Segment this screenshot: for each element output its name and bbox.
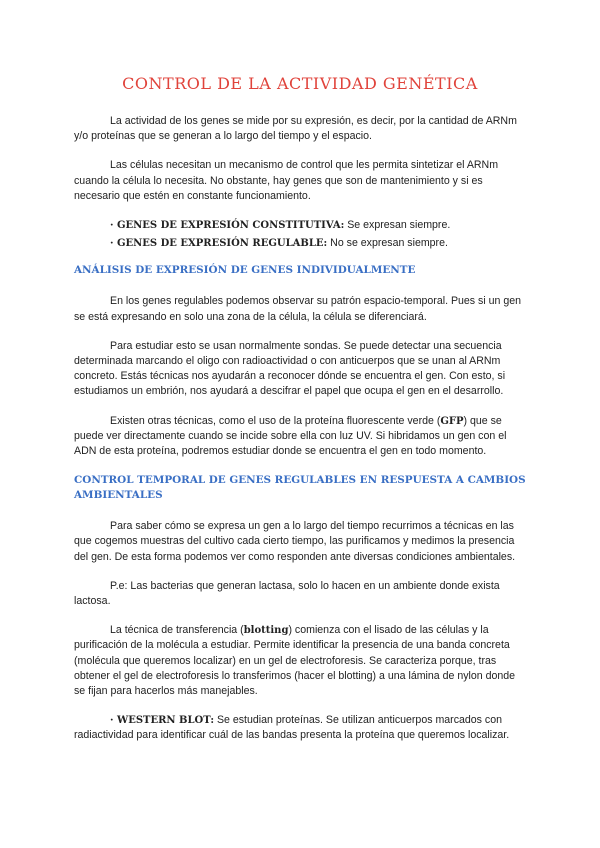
list-item-text: No se expresan siempre. [327, 237, 448, 250]
paragraph: Para estudiar esto se usan normalmente sondas. Se puede detectar una secuencia determinada marcando el oligo con radioactividad o con anticuerpos que se unan al ARNm concreto. Estás técnicas nos ayudarán a reconocer dónde se encuentra el gen. Con esto, si estudiamos un embrión, nos ayudará a descifrar el papel que ocupa el gen en el desarrollo. [74, 339, 506, 398]
list-item [74, 236, 529, 251]
section-heading: ANÁLISIS DE EXPRESIÓN DE GENES INDIVIDUALMENTE [74, 264, 416, 277]
list-item [74, 218, 529, 233]
paragraph: P.e: Las bacterias que generan lactasa, solo lo hacen en un ambiente donde exista lactosa. [74, 579, 500, 608]
gene-types-list [74, 218, 529, 251]
text-run: ) que se puede ver directamente cuando se incide sobre ella con luz UV. Si hibridamos un gen con el ADN de esta proteína, podremos estudiar donde se encuentra el gen en todo momento. [74, 414, 507, 458]
list-item-text: Se expresan siempre. [344, 219, 451, 232]
text-run: Existen otras técnicas, como el uso de la proteína fluorescente verde ( [110, 414, 441, 427]
paragraph: La actividad de los genes se mide por su expresión, es decir, por la cantidad de ARNm y/o proteínas que se generan a lo largo del tiempo y el espacio. [74, 115, 517, 143]
text-run-bold: blotting [243, 625, 289, 637]
paragraph: Las células necesitan un mecanismo de control que les permita sintetizar el ARNm cuando la célula lo necesita. No obstante, hay genes que son de mantenimiento y si es necesario que estén en constante funcionamiento. [74, 159, 499, 202]
document-body [74, 114, 529, 758]
paragraph: Para saber cómo se expresa un gen a lo largo del tiempo recurrimos a técnicas en las que cogemos muestras del cultivo cada cierto tiempo, las purificamos y medimos la presencia del gen. De esta forma podemos ver como responden ante diversas condiciones ambientales. [74, 520, 516, 563]
section-heading: CONTROL TEMPORAL DE GENES REGULABLES EN RESPUESTA A CAMBIOS AMBIENTALES [74, 474, 526, 502]
page-title: CONTROL DE LA ACTIVIDAD GENÉTICA [122, 74, 478, 93]
paragraph [74, 713, 529, 743]
text-run-bold: · WESTERN BLOT: [110, 715, 215, 727]
list-item-term: · GENES DE EXPRESIÓN REGULABLE: [110, 238, 328, 250]
paragraph [74, 414, 529, 460]
text-run: La técnica de transferencia ( [110, 624, 244, 637]
paragraph [74, 623, 529, 699]
text-run-bold: GFP [440, 415, 464, 427]
list-item-term: · GENES DE EXPRESIÓN CONSTITUTIVA: [110, 220, 345, 232]
text-run: ) comienza con el lisado de las células y la purificación de la molécula a estudiar. Permite identificar la presencia de una banda concreta (molécula que queremos localizar) en un gel de electroforesis. Se caracteriza porque, tras obtener el gel de electroforesis lo transferimos (hacer el blotting) a una lámina de nylon donde se fijan para hacerlos más manejables. [74, 624, 516, 698]
text-run: Se estudian proteínas. Se utilizan anticuerpos marcados con radiactividad para identificar cuál de las bandas presenta la proteína que queremos localizar. [74, 714, 510, 742]
paragraph: En los genes regulables podemos observar su patrón espacio-temporal. Pues si un gen se está expresando en solo una zona de la célula, la célula se diferenciará. [74, 295, 522, 323]
